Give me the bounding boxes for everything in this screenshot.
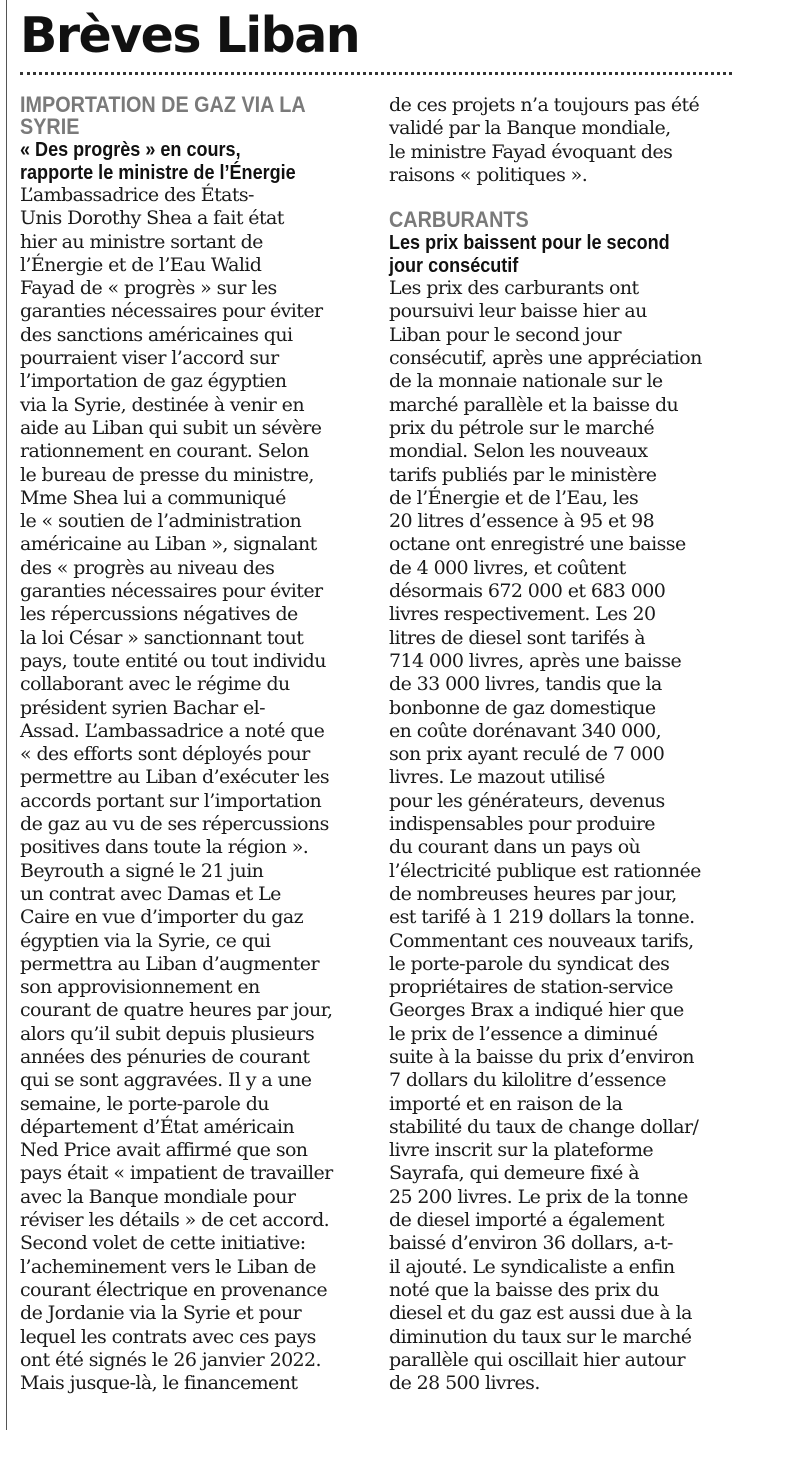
text-line: tarifs publiés par le ministère bbox=[389, 463, 657, 486]
article-gaz-kicker bbox=[20, 94, 376, 138]
text-line: Second volet de cette initiative: bbox=[20, 1232, 306, 1255]
text-line: son approvisionnement en bbox=[20, 976, 260, 999]
text-line: avec la Banque mondiale pour bbox=[20, 1185, 296, 1208]
text-line: le porte-parole du syndicat des bbox=[389, 952, 670, 975]
text-line: de ces projets n’a toujours pas été bbox=[389, 94, 700, 116]
text-line: le bureau de presse du ministre, bbox=[20, 463, 314, 486]
text-line: courant de quatre heures par jour, bbox=[20, 999, 333, 1022]
text-line: jour consécutif bbox=[389, 254, 519, 278]
text-line: le prix de l’essence a diminué bbox=[389, 1022, 658, 1045]
text-line: permettra au Liban d’augmenter bbox=[20, 952, 319, 975]
article-carburants-body bbox=[389, 277, 734, 1395]
text-line: président syrien Bachar el- bbox=[20, 696, 265, 719]
article-spacer bbox=[389, 187, 734, 209]
text-line: livres respectivement. Les 20 bbox=[389, 603, 656, 626]
text-line: Sayrafa, qui demeure fixé à bbox=[389, 1162, 639, 1185]
text-line: de 4 000 livres, et coûtent bbox=[389, 556, 626, 579]
text-line: collaborant avec le régime du bbox=[20, 673, 290, 696]
text-line: années des pénuries de courant bbox=[20, 1045, 310, 1068]
text-line: via la Syrie, destinée à venir en bbox=[20, 393, 304, 416]
text-line: importé et en raison de la bbox=[389, 1092, 623, 1115]
text-line: le « soutien de l’administration bbox=[20, 510, 302, 533]
dotted-separator bbox=[20, 72, 732, 75]
text-line: pays était « impatient de travailler bbox=[20, 1162, 333, 1185]
text-line: la loi César » sanctionnant tout bbox=[20, 626, 304, 649]
article-carburants-kicker: CARBURANTS bbox=[389, 207, 529, 233]
text-line: 20 litres d’essence à 95 et 98 bbox=[389, 510, 655, 533]
text-line: américaine au Liban », signalant bbox=[20, 533, 317, 556]
text-line: Unis Dorothy Shea a fait état bbox=[20, 207, 284, 230]
text-line: garanties nécessaires pour éviter bbox=[20, 580, 323, 603]
text-line: l’Énergie et de l’Eau Walid bbox=[20, 253, 262, 276]
text-line: pays, toute entité ou tout individu bbox=[20, 649, 326, 672]
text-line: validé par la Banque mondiale, bbox=[389, 117, 671, 140]
text-line: semaine, le porte-parole du bbox=[20, 1092, 269, 1115]
text-line: bonbonne de gaz domestique bbox=[389, 696, 656, 719]
text-line: diesel et du gaz est aussi due à la bbox=[389, 1302, 692, 1325]
text-line: Fayad de « progrès » sur les bbox=[20, 277, 277, 300]
text-line: « des efforts sont déployés pour bbox=[20, 743, 310, 766]
article-gaz-headline bbox=[20, 138, 381, 184]
text-line: 7 dollars du kilolitre d’essence bbox=[389, 1069, 666, 1092]
text-line: l’électricité publique est rationnée bbox=[389, 859, 701, 882]
text-line: pour les générateurs, devenus bbox=[389, 789, 665, 812]
text-line: est tarifé à 1 219 dollars la tonne. bbox=[389, 906, 695, 929]
text-line: de la monnaie nationale sur le bbox=[389, 370, 663, 393]
text-line: son prix ayant reculé de 7 000 bbox=[389, 743, 665, 766]
text-line: permettre au Liban d’exécuter les bbox=[20, 766, 330, 789]
text-line: ont été signés le 26 janvier 2022. bbox=[20, 1348, 321, 1371]
text-line: qui se sont aggravées. Il y a une bbox=[20, 1069, 312, 1092]
text-line: aide au Liban qui subit un sévère bbox=[20, 416, 322, 439]
text-line: de Jordanie via la Syrie et pour bbox=[20, 1302, 302, 1325]
text-line: de 28 500 livres. bbox=[389, 1372, 540, 1395]
text-line: département d’État américain bbox=[20, 1115, 294, 1138]
text-line: Liban pour le second jour bbox=[389, 323, 621, 346]
text-line: L’ambassadrice des États- bbox=[20, 184, 254, 206]
text-line: courant électrique en provenance bbox=[20, 1278, 327, 1301]
text-line: de 33 000 livres, tandis que la bbox=[389, 673, 662, 696]
text-line: marché parallèle et la baisse du bbox=[389, 393, 679, 416]
column-left bbox=[20, 94, 380, 1395]
text-line: consécutif, après une appréciation bbox=[389, 347, 702, 370]
text-line: baissé d’environ 36 dollars, a-t- bbox=[389, 1232, 673, 1255]
text-line: litres de diesel sont tarifés à bbox=[389, 626, 645, 649]
text-line: prix du pétrole sur le marché bbox=[389, 416, 655, 439]
text-line: propriétaires de station-service bbox=[389, 976, 673, 999]
text-line: positives dans toute la région ». bbox=[20, 836, 309, 859]
text-line: Assad. L’ambassadrice a noté que bbox=[20, 719, 325, 742]
text-line: Mais jusque-là, le financement bbox=[20, 1372, 298, 1395]
text-line: suite à la baisse du prix d’environ bbox=[389, 1045, 694, 1068]
text-line: parallèle qui oscillait hier autour bbox=[389, 1348, 685, 1371]
text-line: garanties nécessaires pour éviter bbox=[20, 300, 323, 323]
text-line: il ajouté. Le syndicaliste a enfin bbox=[389, 1255, 675, 1278]
text-line: les répercussions négatives de bbox=[20, 603, 298, 626]
text-line: Georges Brax a indiqué hier que bbox=[389, 999, 684, 1022]
column-right bbox=[389, 94, 734, 1395]
text-line: rationnement en courant. Selon bbox=[20, 440, 309, 463]
text-line: livres. Le mazout utilisé bbox=[389, 766, 605, 789]
text-line: raisons « politiques ». bbox=[389, 163, 588, 186]
text-line: un contrat avec Damas et Le bbox=[20, 882, 281, 905]
text-line: du courant dans un pays où bbox=[389, 836, 641, 859]
text-line: l’importation de gaz égyptien bbox=[20, 370, 287, 393]
text-line: égyptien via la Syrie, ce qui bbox=[20, 929, 271, 952]
text-line: hier au ministre sortant de bbox=[20, 230, 263, 253]
text-line: de nombreuses heures par jour, bbox=[389, 882, 677, 905]
text-line: Beyrouth a signé le 21 juin bbox=[20, 859, 264, 882]
text-line: de diesel importé a également bbox=[389, 1209, 664, 1232]
text-line: IMPORTATION DE GAZ VIA LA bbox=[20, 92, 306, 117]
text-line: l’acheminement vers le Liban de bbox=[20, 1255, 316, 1278]
text-line: de gaz au vu de ses répercussions bbox=[20, 813, 329, 836]
text-line: lequel les contrats avec ces pays bbox=[20, 1325, 316, 1348]
text-line: accords portant sur l’importation bbox=[20, 789, 322, 812]
article-gaz-body bbox=[20, 184, 380, 1395]
text-line: alors qu’il subit depuis plusieurs bbox=[20, 1022, 315, 1045]
text-line: octane ont enregistré une baisse bbox=[389, 533, 686, 556]
text-line: poursuivi leur baisse hier au bbox=[389, 300, 647, 323]
text-line: Les prix baissent pour le second bbox=[389, 231, 670, 255]
text-line: pourraient viser l’accord sur bbox=[20, 347, 279, 370]
text-line: Ned Price avait affirmé que son bbox=[20, 1139, 308, 1162]
text-line: des sanctions américaines qui bbox=[20, 323, 293, 346]
text-line: Les prix des carburants ont bbox=[389, 277, 639, 300]
text-line: 25 200 livres. Le prix de la tonne bbox=[389, 1185, 688, 1208]
article-gaz-body-continued bbox=[389, 94, 734, 187]
text-line: noté que la baisse des prix du bbox=[389, 1278, 659, 1301]
page-title: Brèves Liban bbox=[20, 7, 360, 64]
text-line: stabilité du taux de change dollar/ bbox=[389, 1115, 699, 1138]
article-carburants bbox=[389, 209, 734, 1395]
text-line: désormais 672 000 et 683 000 bbox=[389, 580, 666, 603]
text-line: de l’Énergie et de l’Eau, les bbox=[389, 486, 639, 509]
text-line: Commentant ces nouveaux tarifs, bbox=[389, 929, 694, 952]
text-line: réviser les détails » de cet accord. bbox=[20, 1209, 330, 1232]
column-rule bbox=[6, 0, 7, 1430]
text-line: rapporte le ministre de l’Énergie bbox=[20, 161, 296, 184]
text-line: Mme Shea lui a communiqué bbox=[20, 486, 286, 509]
text-line: SYRIE bbox=[20, 114, 80, 139]
text-line: « Des progrès » en cours, bbox=[20, 138, 241, 161]
text-line: en coûte dorénavant 340 000, bbox=[389, 719, 662, 742]
text-line: Caire en vue d’importer du gaz bbox=[20, 906, 304, 929]
text-line: mondial. Selon les nouveaux bbox=[389, 440, 648, 463]
text-line: indispensables pour produire bbox=[389, 813, 655, 836]
article-carburants-headline bbox=[389, 231, 735, 277]
article-gaz bbox=[20, 94, 380, 1395]
text-line: 714 000 livres, après une baisse bbox=[389, 649, 682, 672]
text-line: diminution du taux sur le marché bbox=[389, 1325, 692, 1348]
text-line: le ministre Fayad évoquant des bbox=[389, 140, 673, 163]
text-line: des « progrès au niveau des bbox=[20, 556, 275, 579]
text-line: livre inscrit sur la plateforme bbox=[389, 1139, 654, 1162]
